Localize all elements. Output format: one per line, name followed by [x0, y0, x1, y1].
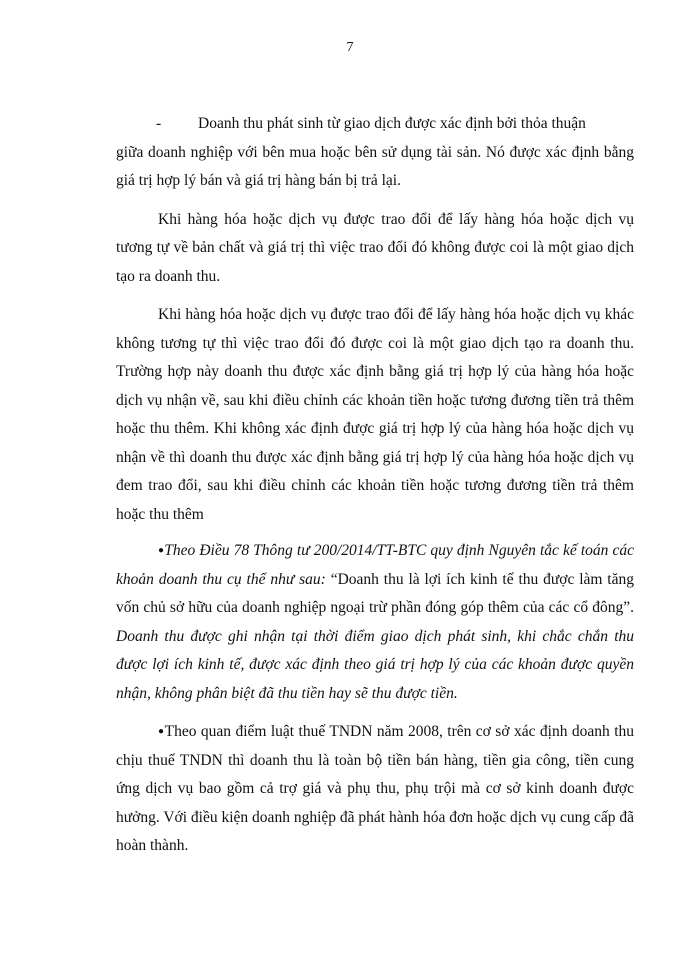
bullet-icon: ● — [158, 726, 165, 737]
paragraph-similar-exchange: Khi hàng hóa hoặc dịch vụ được trao đổi để lấy hàng hóa hoặc dịch vụ tương tự về bản chất và giá trị thì việc trao đổi đó không được coi là một giao dịch tạo ra doanh thu. — [116, 210, 634, 285]
revenue-definition-quote: “Doanh thu là lợi ích kinh tế thu được làm tăng vốn chủ sở hữu của doanh nghiệp ngoại trừ phần đóng góp thêm của các cổ đông”. — [116, 570, 634, 616]
paragraph-dissimilar-exchange: Khi hàng hóa hoặc dịch vụ được trao đổi để lấy hàng hóa hoặc dịch vụ khác không tương tự thì việc trao đổi đó được coi là một giao dịch tạo ra doanh thu. Trường hợp này doanh thu được xác định bằng giá trị hợp lý của hàng hóa hoặc dịch vụ nhận về, sau khi điều chỉnh các khoản tiền hoặc tương đương tiền trả thêm hoặc thu thêm. Khi không xác định được giá trị hợp lý của hàng hóa hoặc dịch vụ nhận về thì doanh thu được xác định bằng giá trị hợp lý của hàng hóa hoặc dịch vụ đem trao đổi, sau khi điều chỉnh các khoản tiền hoặc tương đương tiền trả thêm hoặc thu thêm — [116, 306, 634, 523]
cit-law-text: Theo quan điểm luật thuế TNDN năm 2008, trên cơ sở xác định doanh thu chịu thuế TNDN thì doanh thu là toàn bộ tiền bán hàng, tiền gia công, tiền cung ứng dịch vụ bao gồm cả trợ giá và phụ thu, phụ trội mà cơ sở kinh doanh được hưởng. Với điều kiện doanh nghiệp đã phát hành hóa đơn hoặc dịch vụ cung cấp đã hoàn thành. — [116, 723, 634, 854]
recognition-note: Doanh thu được ghi nhận tại thời điểm giao dịch phát sinh, khi chắc chắn thu được lợi ích kinh tế, được xác định theo giá trị hợp lý của các khoản được quyền nhận, không phân biệt đã thu tiền hay sẽ thu được tiền. — [116, 627, 634, 702]
document-body — [116, 110, 634, 861]
list-dash: - — [156, 115, 162, 132]
paragraph-circular-200 — [116, 537, 634, 708]
page-number: 7 — [346, 40, 354, 55]
paragraph-revenue-agreement — [116, 110, 634, 196]
dash-line — [116, 110, 634, 139]
bullet-icon: ● — [158, 545, 165, 556]
paragraph-continuation: giữa doanh nghiệp với bên mua hoặc bên sử dụng tài sản. Nó được xác định bằng giá trị hợp lý bán và giá trị hàng bán bị trả lại. — [116, 143, 634, 189]
paragraph-cit-law — [116, 718, 634, 861]
paragraph-first-line: Doanh thu phát sinh từ giao dịch được xác định bởi thỏa thuận — [198, 115, 586, 132]
circular-citation: Theo Điều 78 Thông tư 200/2014/TT-BTC quy định Nguyên tắc kế toán các khoản doanh thu cụ thể như sau: — [116, 542, 634, 588]
